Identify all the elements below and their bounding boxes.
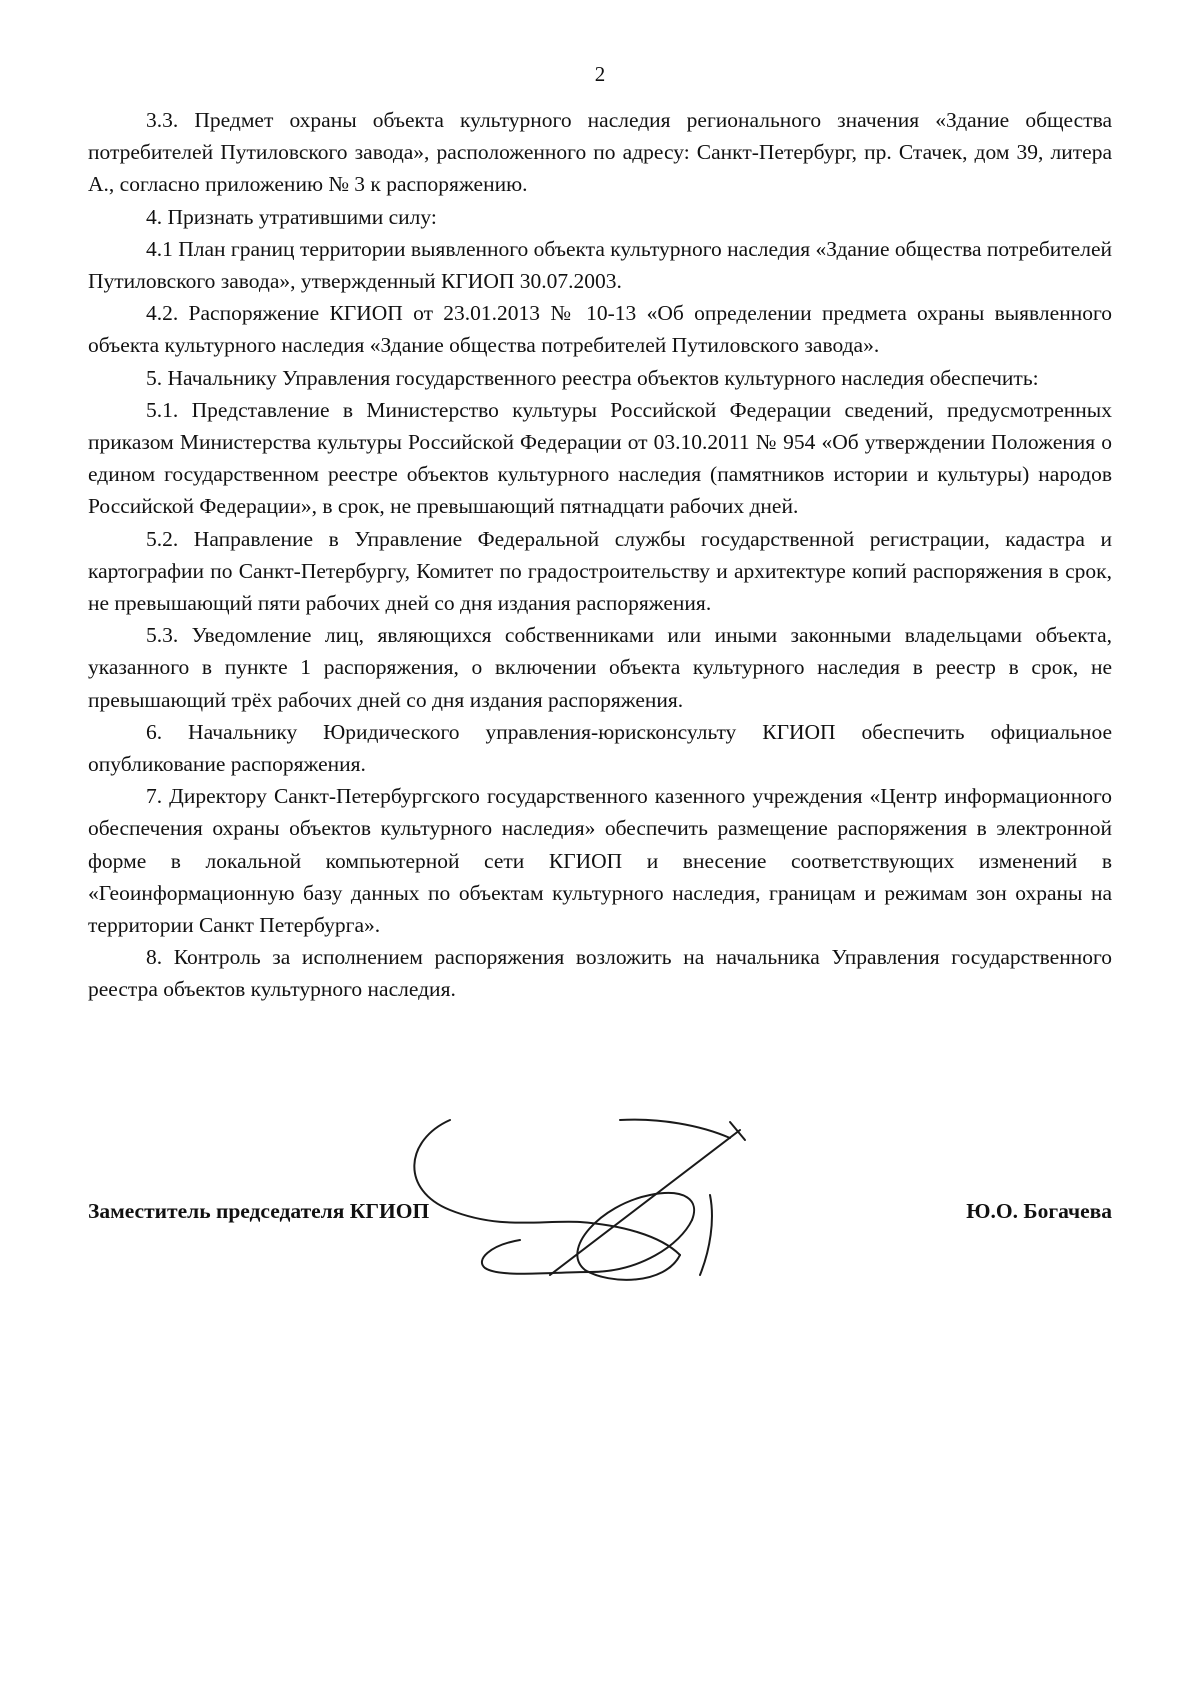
paragraph-4: 4. Признать утратившими силу: <box>146 204 437 229</box>
paragraph-4-1: 4.1 План границ территории выявленного объекта культурного наследия «Здание общества потребителей Путиловского завода», утвержденный КГИОП 30.07.2003. <box>88 236 1112 294</box>
paragraph-6: 6. Начальнику Юридического управления-юрисконсульту КГИОП обеспечить официальное опубликование распоряжения. <box>88 719 1112 777</box>
signatory-title: Заместитель председателя КГИОП <box>88 1199 430 1223</box>
page-number: 2 <box>594 62 606 86</box>
paragraph-4-2: 4.2. Распоряжение КГИОП от 23.01.2013 № 10-13 «Об определении предмета охраны выявленного объекта культурного наследия «Здание общества потребителей Путиловского завода». <box>88 301 1112 358</box>
paragraph-5-3: 5.3. Уведомление лиц, являющихся собственниками или иными законными владельцами объекта, указанного в пункте 1 распоряжения, о включении объекта культурного наследия в реестр в срок, не превышающий трёх рабочих дней со дня издания распоряжения. <box>88 623 1112 712</box>
paragraph-7: 7. Директору Санкт-Петербургского государственного казенного учреждения «Центр информационного обеспечения охраны объектов культурного наследия» обеспечить размещение распоряжения в электронной форме в локальной компьютерной сети КГИОП и внесение соответствующих изменений в «Геоинформационную базу данных по объектам культурного наследия, границам и режимам зон охраны на территории Санкт Петербурга». <box>88 784 1112 938</box>
paragraph-3-3: 3.3. Предмет охраны объекта культурного наследия регионального значения «Здание общества потребителей Путиловского завода», расположенного по адресу: Санкт-Петербург, пр. Стачек, дом 39, литера А., согласно приложению № 3 к распоряжению. <box>88 108 1112 197</box>
paragraph-5-2: 5.2. Направление в Управление Федеральной службы государственной регистрации, кадастра и картографии по Санкт-Петербургу, Комитет по градостроительству и архитектуре копий распоряжения в срок, не превышающий пяти рабочих дней со дня издания распоряжения. <box>88 526 1112 616</box>
handwritten-signature <box>410 1100 830 1310</box>
signatory-name: Ю.О. Богачева <box>966 1199 1112 1223</box>
paragraph-5: 5. Начальнику Управления государственного реестра объектов культурного наследия обеспечить: <box>146 365 1039 390</box>
document-body <box>88 104 1112 1006</box>
paragraph-5-1: 5.1. Представление в Министерство культуры Российской Федерации сведений, предусмотренных приказом Министерства культуры Российской Федерации от 03.10.2011 № 954 «Об утверждении Положения о едином государственном реестре объектов культурного наследия (памятников истории и культуры) народов Российской Федерации», в срок, не превышающий пятнадцати рабочих дней. <box>88 397 1112 519</box>
paragraph-8: 8. Контроль за исполнением распоряжения возложить на начальника Управления государственного реестра объектов культурного наследия. <box>88 945 1112 1002</box>
